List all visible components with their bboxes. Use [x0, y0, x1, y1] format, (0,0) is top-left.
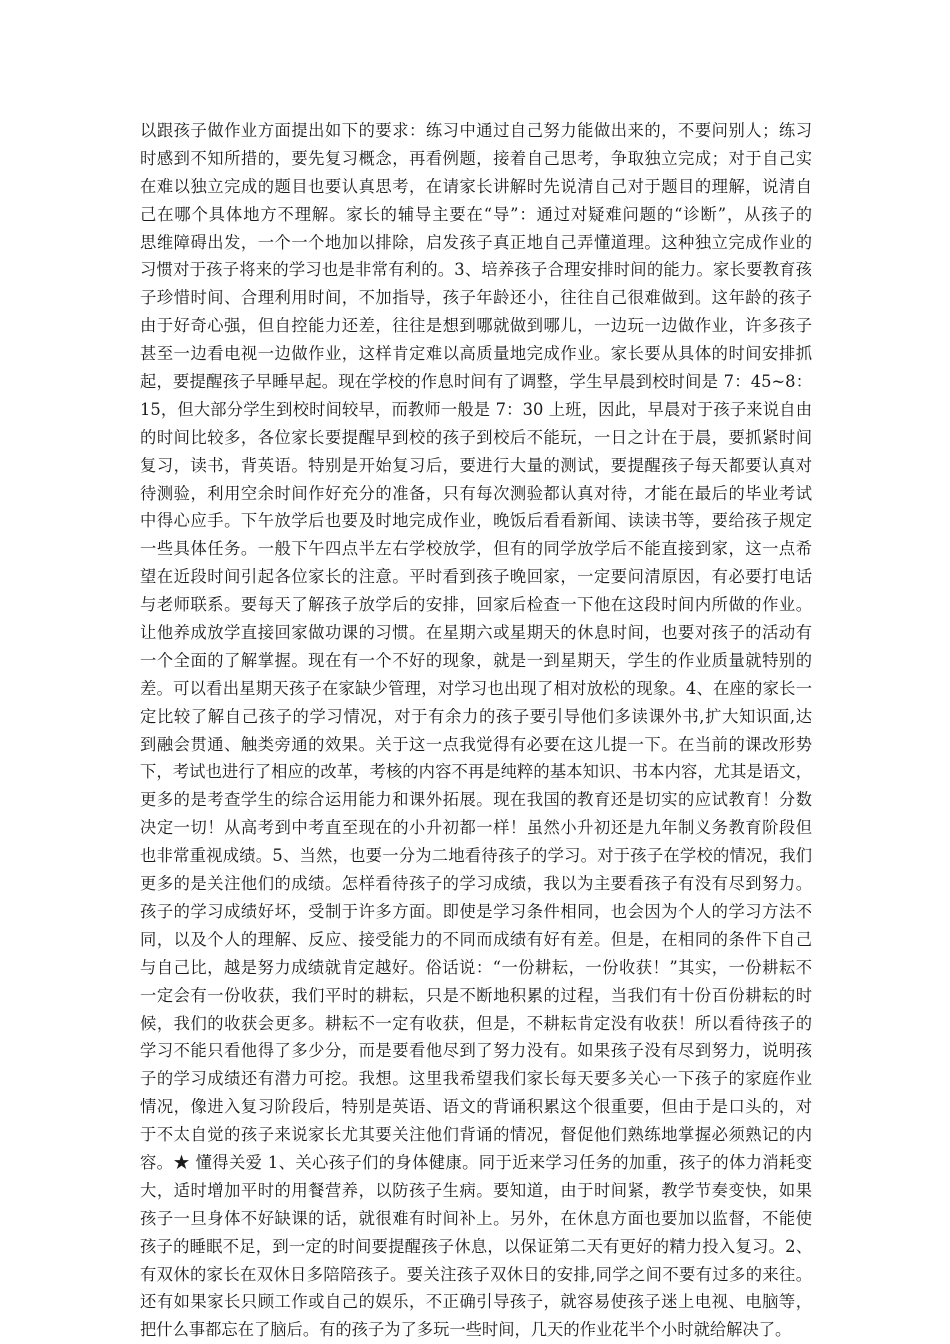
text-line: 于不太自觉的孩子来说家长尤其要关注他们背诵的情况，督促他们熟练地掌握必须熟记的内 — [140, 1125, 812, 1145]
text-line: 还有如果家长只顾工作或自己的娱乐，不正确引导孩子，就容易使孩子迷上电视、电脑等， — [140, 1292, 812, 1312]
text-line: 更多的是关注他们的成绩。怎样看待孩子的学习成绩，我以为主要看孩子有没有尽到努力。 — [140, 874, 812, 894]
text-line: 一些具体任务。一般下午四点半左右学校放学，但有的同学放学后不能直接到家，这一点希 — [140, 539, 812, 559]
text-line: 候，我们的收获会更多。耕耘不一定有收获，但是，不耕耘肯定没有收获！所以看待孩子的 — [140, 1013, 812, 1033]
text-line: 甚至一边看电视一边做作业，这样肯定难以高质量地完成作业。家长要从具体的时间安排抓 — [140, 344, 812, 364]
text-line: 与老师联系。要每天了解孩子放学后的安排，回家后检查一下他在这段时间内所做的作业。 — [140, 595, 812, 615]
text-line: 孩子一旦身体不好缺课的话，就很难有时间补上。另外，在休息方面也要加以监督，不能使 — [140, 1208, 812, 1228]
text-line: 望在近段时间引起各位家长的注意。平时看到孩子晚回家，一定要问清原因，有必要打电话 — [140, 567, 812, 587]
text-line: 大，适时增加平时的用餐营养，以防孩子生病。要知道，由于时间紧，教学节奏变快，如果 — [140, 1180, 812, 1200]
text-line: 情况，像进入复习阶段后，特别是英语、语文的背诵积累这个很重要，但由于是口头的，对 — [140, 1097, 812, 1117]
text-line: 己在哪个具体地方不理解。家长的辅导主要在“导”：通过对疑难问题的“诊断”，从孩子的 — [140, 204, 812, 224]
text-line: 以跟孩子做作业方面提出如下的要求：练习中通过自己努力能做出来的，不要问别人；练习 — [140, 121, 812, 140]
text-line: 孩子的学习成绩好坏，受制于许多方面。即使是学习条件相同，也会因为个人的学习方法不 — [140, 901, 812, 921]
text-line: 与自己比，越是努力成绩就肯定越好。俗话说：“一份耕耘，一份收获！”其实，一份耕耘不 — [140, 957, 812, 977]
text-line: 也非常重视成绩。5、当然，也要一分为二地看待孩子的学习。对于孩子在学校的情况，我们 — [140, 846, 812, 866]
text-line: 有双休的家长在双休日多陪陪孩子。要关注孩子双休日的安排,同学之间不要有过多的来往。 — [140, 1264, 812, 1284]
text-line: 15，但大部分学生到校时间较早，而教师一般是 7：30 上班，因此，早晨对于孩子来说自由 — [140, 399, 812, 419]
text-line: 差。可以看出星期天孩子在家缺少管理，对学习也出现了相对放松的现象。4、在座的家长一 — [140, 678, 812, 698]
text-line: 孩子的睡眠不足，到一定的时间要提醒孩子休息，以保证第二天有更好的精力投入复习。2、 — [140, 1236, 812, 1256]
text-line: 到融会贯通、触类旁通的效果。关于这一点我觉得有必要在这儿提一下。在当前的课改形势 — [140, 734, 812, 754]
text-line: 子珍惜时间、合理利用时间，不加指导，孩子年龄还小，往往自己很难做到。这年龄的孩子 — [140, 288, 812, 308]
text-line: 决定一切！从高考到中考直至现在的小升初都一样！虽然小升初还是九年制义务教育阶段但 — [140, 818, 812, 838]
text-line: 同，以及个人的理解、反应、接受能力的不同而成绩有好有差。但是，在相同的条件下自己 — [140, 929, 812, 949]
text-line: 复习，读书，背英语。特别是开始复习后，要进行大量的测试，要提醒孩子每天都要认真对 — [140, 455, 812, 475]
text-line: 把什么事都忘在了脑后。有的孩子为了多玩一些时间，几天的作业花半个小时就给解决了。 — [140, 1320, 792, 1340]
text-line: 的时间比较多，各位家长要提醒早到校的孩子到校后不能玩，一日之计在于晨，要抓紧时间 — [140, 427, 812, 447]
text-line: 下，考试也进行了相应的改革，考核的内容不再是纯粹的基本知识、书本内容，尤其是语文， — [140, 762, 812, 782]
text-line: 更多的是考查学生的综合运用能力和课外拓展。现在我国的教育还是切实的应试教育！分数 — [140, 790, 812, 810]
text-line: 子的学习成绩还有潜力可挖。我想。这里我希望我们家长每天要多关心一下孩子的家庭作业 — [140, 1069, 812, 1089]
text-line: 习惯对于孩子将来的学习也是非常有利的。3、培养孩子合理安排时间的能力。家长要教育孩 — [140, 260, 812, 280]
text-line: 思维障碍出发，一个一个地加以排除，启发孩子真正地自己弄懂道理。这种独立完成作业的 — [140, 232, 812, 252]
text-line: 一个全面的了解掌握。现在有一个不好的现象，就是一到星期天，学生的作业质量就特别的 — [140, 650, 812, 670]
text-line: 中得心应手。下午放学后也要及时地完成作业，晚饭后看看新闻、读读书等，要给孩子规定 — [140, 511, 812, 531]
text-line: 由于好奇心强，但自控能力还差，往往是想到哪就做到哪儿，一边玩一边做作业，许多孩子 — [140, 316, 812, 336]
text-line: 容。★ 懂得关爱 1、关心孩子们的身体健康。同于近来学习任务的加重，孩子的体力消耗变 — [140, 1152, 812, 1172]
text-line: 起，要提醒孩子早睡早起。现在学校的作息时间有了调整，学生早晨到校时间是 7：45~8： — [140, 372, 812, 392]
text-line: 时感到不知所措的，要先复习概念，再看例题，接着自己思考，争取独立完成；对于自己实 — [140, 148, 812, 168]
text-line: 学习不能只看他得了多少分，而是要看他尽到了努力没有。如果孩子没有尽到努力，说明孩 — [140, 1041, 812, 1061]
text-line: 在难以独立完成的题目也要认真思考，在请家长讲解时先说清自己对于题目的理解，说清自 — [140, 176, 812, 196]
text-line: 一定会有一份收获，我们平时的耕耘，只是不断地积累的过程，当我们有十份百份耕耘的时 — [140, 985, 812, 1005]
body-text — [140, 117, 812, 1344]
text-line: 待测验，利用空余时间作好充分的准备，只有每次测验都认真对待，才能在最后的毕业考试 — [140, 483, 812, 503]
text-line: 定比较了解自己孩子的学习情况，对于有余力的孩子要引导他们多读课外书,扩大知识面,达 — [140, 706, 812, 726]
text-line: 让他养成放学直接回家做功课的习惯。在星期六或星期天的休息时间，也要对孩子的活动有 — [140, 623, 812, 643]
